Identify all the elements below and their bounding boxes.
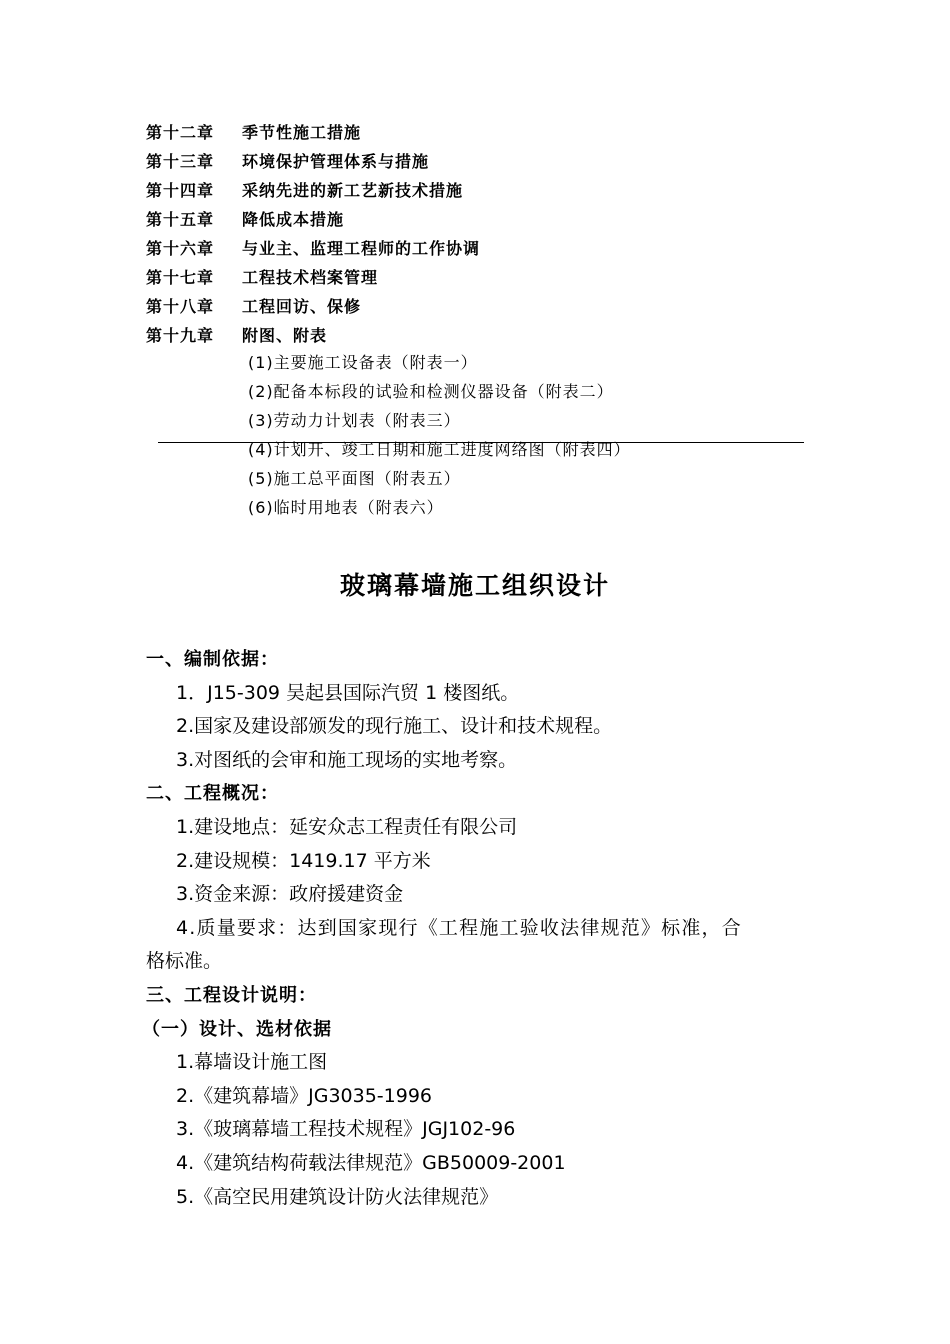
appendix-item: (4)计划开、竣工日期和施工进度网络图（附表四） — [248, 440, 631, 459]
section-heading: 一、编制依据： — [146, 649, 279, 670]
appendix-item: (2)配备本标段的试验和检测仪器设备（附表二） — [248, 382, 614, 401]
appendix-item: (3)劳动力计划表（附表三） — [248, 411, 461, 430]
list-item: 3.对图纸的会审和施工现场的实地考察。 — [176, 748, 518, 771]
section-heading: 三、工程设计说明： — [146, 984, 317, 1006]
toc-row — [146, 292, 480, 321]
page-divider — [158, 442, 804, 443]
list-item: 1．J15-309 吴起县国际汽贸 1 楼图纸。 — [176, 681, 520, 704]
chapter-number: 第十六章 — [146, 239, 215, 258]
toc-row — [146, 176, 480, 205]
document-body — [142, 643, 808, 1214]
appendix-list — [248, 348, 631, 522]
toc-row — [146, 234, 480, 263]
chapter-number: 第十九章 — [146, 326, 215, 345]
list-item: 3.《玻璃幕墙工程技术规程》JGJ102-96 — [176, 1118, 516, 1141]
list-item: 2.建设规模：1419.17 平方米 — [176, 849, 431, 872]
document-title: 玻璃幕墙施工组织设计 — [339, 571, 610, 600]
appendix-item: (5)施工总平面图（附表五） — [248, 469, 461, 488]
list-item-continuation: 格标准。 — [146, 950, 223, 973]
chapter-title: 降低成本措施 — [242, 210, 345, 229]
chapter-number: 第十七章 — [146, 268, 215, 287]
toc-row — [146, 205, 480, 234]
table-of-contents — [146, 118, 480, 350]
chapter-number: 第十四章 — [146, 181, 215, 200]
list-item: 3.资金来源：政府援建资金 — [176, 883, 404, 906]
list-item: 1.建设地点：延安众志工程责任有限公司 — [176, 815, 518, 838]
subsection-heading: （一）设计、选材依据 — [142, 1018, 332, 1040]
appendix-item: (1)主要施工设备表（附表一） — [248, 353, 478, 372]
chapter-title: 工程回访、保修 — [242, 297, 362, 316]
chapter-title: 采纳先进的新工艺新技术措施 — [242, 181, 464, 200]
list-item: 5.《高空民用建筑设计防火法律规范》 — [176, 1185, 499, 1208]
list-item: 2.《建筑幕墙》JG3035-1996 — [176, 1084, 433, 1107]
chapter-title: 季节性施工措施 — [242, 123, 362, 142]
chapter-title: 环境保护管理体系与措施 — [242, 152, 430, 171]
appendix-item: (6)临时用地表（附表六） — [248, 498, 444, 517]
toc-row — [146, 263, 480, 292]
chapter-number: 第十二章 — [146, 123, 215, 142]
chapter-number: 第十三章 — [146, 152, 215, 171]
toc-row — [146, 118, 480, 147]
chapter-number: 第十五章 — [146, 210, 215, 229]
list-item: 1.幕墙设计施工图 — [176, 1051, 328, 1074]
section-heading: 二、工程概况： — [146, 783, 279, 805]
chapter-title: 工程技术档案管理 — [242, 268, 379, 287]
list-item: 2.国家及建设部颁发的现行施工、设计和技术规程。 — [176, 715, 613, 738]
chapter-number: 第十八章 — [146, 297, 215, 316]
chapter-title: 与业主、监理工程师的工作协调 — [242, 239, 481, 258]
list-item: 4.《建筑结构荷载法律规范》GB50009-2001 — [176, 1151, 566, 1174]
toc-row — [146, 147, 480, 176]
toc-row — [146, 321, 480, 350]
list-item: 4.质量要求：达到国家现行《工程施工验收法律规范》标准，合 — [176, 916, 742, 939]
chapter-title: 附图、附表 — [242, 326, 328, 345]
